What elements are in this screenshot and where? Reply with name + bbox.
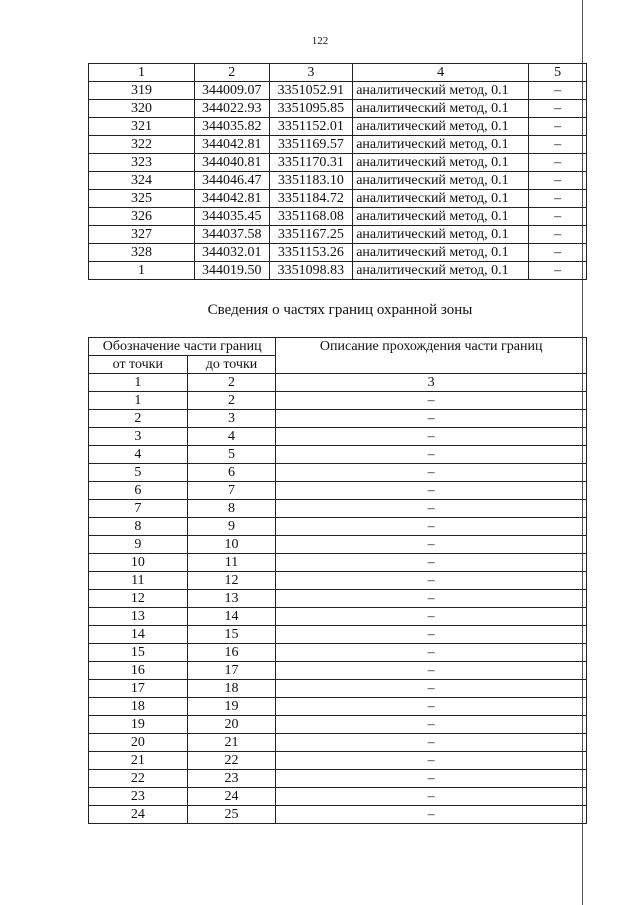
to-point-cell: 19: [187, 698, 276, 716]
to-point-cell: 18: [187, 680, 276, 698]
table-row: [89, 482, 587, 500]
method-cell: аналитический метод, 0.1: [353, 118, 529, 136]
method-cell: аналитический метод, 0.1: [353, 82, 529, 100]
description-cell: –: [276, 770, 587, 788]
y-coordinate-cell: 3351152.01: [269, 118, 353, 136]
from-point-cell: 9: [89, 536, 188, 554]
y-coordinate-cell: 3351098.83: [269, 262, 353, 280]
to-point-cell: 9: [187, 518, 276, 536]
point-number-cell: 323: [89, 154, 195, 172]
method-cell: аналитический метод, 0.1: [353, 262, 529, 280]
to-point-cell: 10: [187, 536, 276, 554]
table-row: [89, 100, 587, 118]
table-row: [89, 446, 587, 464]
to-point-cell: 3: [187, 410, 276, 428]
point-number-cell: 327: [89, 226, 195, 244]
x-coordinate-cell: 344046.47: [194, 172, 269, 190]
coords-header-row: [89, 64, 587, 82]
column-number-cell: 2: [194, 64, 269, 82]
column-number-cell: 5: [529, 64, 587, 82]
to-point-cell: 6: [187, 464, 276, 482]
y-coordinate-cell: 3351168.08: [269, 208, 353, 226]
table-row: [89, 392, 587, 410]
description-cell: –: [276, 734, 587, 752]
to-point-cell: 21: [187, 734, 276, 752]
description-cell: –: [276, 716, 587, 734]
header-designation: Обозначение части границ: [89, 338, 276, 356]
table-row: [89, 716, 587, 734]
method-cell: аналитический метод, 0.1: [353, 100, 529, 118]
from-point-cell: 15: [89, 644, 188, 662]
table-row: [89, 572, 587, 590]
to-point-cell: 24: [187, 788, 276, 806]
method-cell: аналитический метод, 0.1: [353, 172, 529, 190]
description-cell: –: [276, 410, 587, 428]
table-row: [89, 734, 587, 752]
y-coordinate-cell: 3351052.91: [269, 82, 353, 100]
table-row: [89, 262, 587, 280]
description-cell: –: [529, 190, 587, 208]
from-point-cell: 7: [89, 500, 188, 518]
header-to-point: до точки: [187, 356, 276, 374]
description-cell: –: [529, 244, 587, 262]
method-cell: аналитический метод, 0.1: [353, 244, 529, 262]
from-point-cell: 19: [89, 716, 188, 734]
to-point-cell: 16: [187, 644, 276, 662]
y-coordinate-cell: 3351095.85: [269, 100, 353, 118]
description-cell: –: [276, 680, 587, 698]
table-row: [89, 118, 587, 136]
description-cell: –: [276, 590, 587, 608]
table-row: [89, 464, 587, 482]
table-row: [89, 518, 587, 536]
table-row: [89, 626, 587, 644]
to-point-cell: 14: [187, 608, 276, 626]
from-point-cell: 2: [89, 410, 188, 428]
description-cell: –: [276, 752, 587, 770]
from-point-cell: 8: [89, 518, 188, 536]
point-number-cell: 321: [89, 118, 195, 136]
coordinates-table: [88, 63, 587, 280]
to-point-cell: 7: [187, 482, 276, 500]
from-point-cell: 3: [89, 428, 188, 446]
table-row: [89, 410, 587, 428]
numbering-cell: 1: [89, 374, 188, 392]
point-number-cell: 325: [89, 190, 195, 208]
y-coordinate-cell: 3351170.31: [269, 154, 353, 172]
x-coordinate-cell: 344022.93: [194, 100, 269, 118]
to-point-cell: 8: [187, 500, 276, 518]
x-coordinate-cell: 344035.45: [194, 208, 269, 226]
description-cell: –: [276, 608, 587, 626]
description-cell: –: [529, 100, 587, 118]
to-point-cell: 13: [187, 590, 276, 608]
numbering-cell: 3: [276, 374, 587, 392]
from-point-cell: 21: [89, 752, 188, 770]
from-point-cell: 13: [89, 608, 188, 626]
description-cell: –: [529, 118, 587, 136]
table-row: [89, 190, 587, 208]
x-coordinate-cell: 344040.81: [194, 154, 269, 172]
x-coordinate-cell: 344032.01: [194, 244, 269, 262]
from-point-cell: 20: [89, 734, 188, 752]
y-coordinate-cell: 3351169.57: [269, 136, 353, 154]
table-row: [89, 644, 587, 662]
y-coordinate-cell: 3351167.25: [269, 226, 353, 244]
table-row: [89, 590, 587, 608]
from-point-cell: 11: [89, 572, 188, 590]
table-row: [89, 752, 587, 770]
section-title: Сведения о частях границ охранной зоны: [207, 302, 473, 318]
table-row: [89, 608, 587, 626]
from-point-cell: 5: [89, 464, 188, 482]
description-cell: –: [276, 788, 587, 806]
from-point-cell: 22: [89, 770, 188, 788]
from-point-cell: 10: [89, 554, 188, 572]
to-point-cell: 15: [187, 626, 276, 644]
to-point-cell: 17: [187, 662, 276, 680]
to-point-cell: 11: [187, 554, 276, 572]
table-row: [89, 662, 587, 680]
from-point-cell: 18: [89, 698, 188, 716]
boundary-parts-table-body: [89, 338, 587, 824]
description-cell: –: [276, 626, 587, 644]
column-number-cell: 3: [269, 64, 353, 82]
table-row: [89, 428, 587, 446]
table-row: [89, 82, 587, 100]
method-cell: аналитический метод, 0.1: [353, 208, 529, 226]
column-number-cell: 1: [89, 64, 195, 82]
to-point-cell: 12: [187, 572, 276, 590]
numbering-cell: 2: [187, 374, 276, 392]
parts-numbering-row: [89, 374, 587, 392]
from-point-cell: 24: [89, 806, 188, 824]
to-point-cell: 25: [187, 806, 276, 824]
description-cell: –: [276, 536, 587, 554]
to-point-cell: 2: [187, 392, 276, 410]
x-coordinate-cell: 344037.58: [194, 226, 269, 244]
table-row: [89, 770, 587, 788]
table-row: [89, 554, 587, 572]
to-point-cell: 4: [187, 428, 276, 446]
description-cell: –: [276, 662, 587, 680]
method-cell: аналитический метод, 0.1: [353, 154, 529, 172]
header-from-point: от точки: [89, 356, 188, 374]
column-number-cell: 4: [353, 64, 529, 82]
to-point-cell: 5: [187, 446, 276, 464]
description-cell: –: [529, 262, 587, 280]
x-coordinate-cell: 344042.81: [194, 190, 269, 208]
table-row: [89, 536, 587, 554]
description-cell: –: [529, 172, 587, 190]
x-coordinate-cell: 344035.82: [194, 118, 269, 136]
description-cell: –: [276, 392, 587, 410]
to-point-cell: 23: [187, 770, 276, 788]
description-cell: –: [529, 226, 587, 244]
from-point-cell: 4: [89, 446, 188, 464]
description-cell: –: [276, 698, 587, 716]
from-point-cell: 14: [89, 626, 188, 644]
method-cell: аналитический метод, 0.1: [353, 136, 529, 154]
header-description: Описание прохождения части границ: [276, 338, 587, 374]
description-cell: –: [276, 500, 587, 518]
boundary-parts-table: [88, 337, 587, 824]
to-point-cell: 22: [187, 752, 276, 770]
table-row: [89, 698, 587, 716]
from-point-cell: 1: [89, 392, 188, 410]
table-row: [89, 226, 587, 244]
description-cell: –: [276, 554, 587, 572]
from-point-cell: 23: [89, 788, 188, 806]
from-point-cell: 17: [89, 680, 188, 698]
description-cell: –: [276, 428, 587, 446]
point-number-cell: 319: [89, 82, 195, 100]
table-row: [89, 172, 587, 190]
table-row: [89, 154, 587, 172]
from-point-cell: 12: [89, 590, 188, 608]
table-row: [89, 500, 587, 518]
point-number-cell: 324: [89, 172, 195, 190]
y-coordinate-cell: 3351184.72: [269, 190, 353, 208]
x-coordinate-cell: 344009.07: [194, 82, 269, 100]
description-cell: –: [276, 806, 587, 824]
point-number-cell: 320: [89, 100, 195, 118]
table-row: [89, 136, 587, 154]
table-row: [89, 806, 587, 824]
description-cell: –: [529, 136, 587, 154]
description-cell: –: [276, 482, 587, 500]
table-row: [89, 680, 587, 698]
y-coordinate-cell: 3351183.10: [269, 172, 353, 190]
description-cell: –: [276, 518, 587, 536]
x-coordinate-cell: 344019.50: [194, 262, 269, 280]
description-cell: –: [276, 572, 587, 590]
from-point-cell: 16: [89, 662, 188, 680]
parts-header-row: [89, 338, 587, 356]
y-coordinate-cell: 3351153.26: [269, 244, 353, 262]
point-number-cell: 328: [89, 244, 195, 262]
table-row: [89, 244, 587, 262]
description-cell: –: [276, 644, 587, 662]
point-number-cell: 326: [89, 208, 195, 226]
method-cell: аналитический метод, 0.1: [353, 226, 529, 244]
from-point-cell: 6: [89, 482, 188, 500]
description-cell: –: [529, 82, 587, 100]
to-point-cell: 20: [187, 716, 276, 734]
description-cell: –: [529, 154, 587, 172]
x-coordinate-cell: 344042.81: [194, 136, 269, 154]
method-cell: аналитический метод, 0.1: [353, 190, 529, 208]
description-cell: –: [276, 446, 587, 464]
description-cell: –: [276, 464, 587, 482]
point-number-cell: 1: [89, 262, 195, 280]
point-number-cell: 322: [89, 136, 195, 154]
page-number: 122: [311, 35, 329, 47]
table-row: [89, 208, 587, 226]
description-cell: –: [529, 208, 587, 226]
table-row: [89, 788, 587, 806]
coordinates-table-body: [89, 64, 587, 280]
